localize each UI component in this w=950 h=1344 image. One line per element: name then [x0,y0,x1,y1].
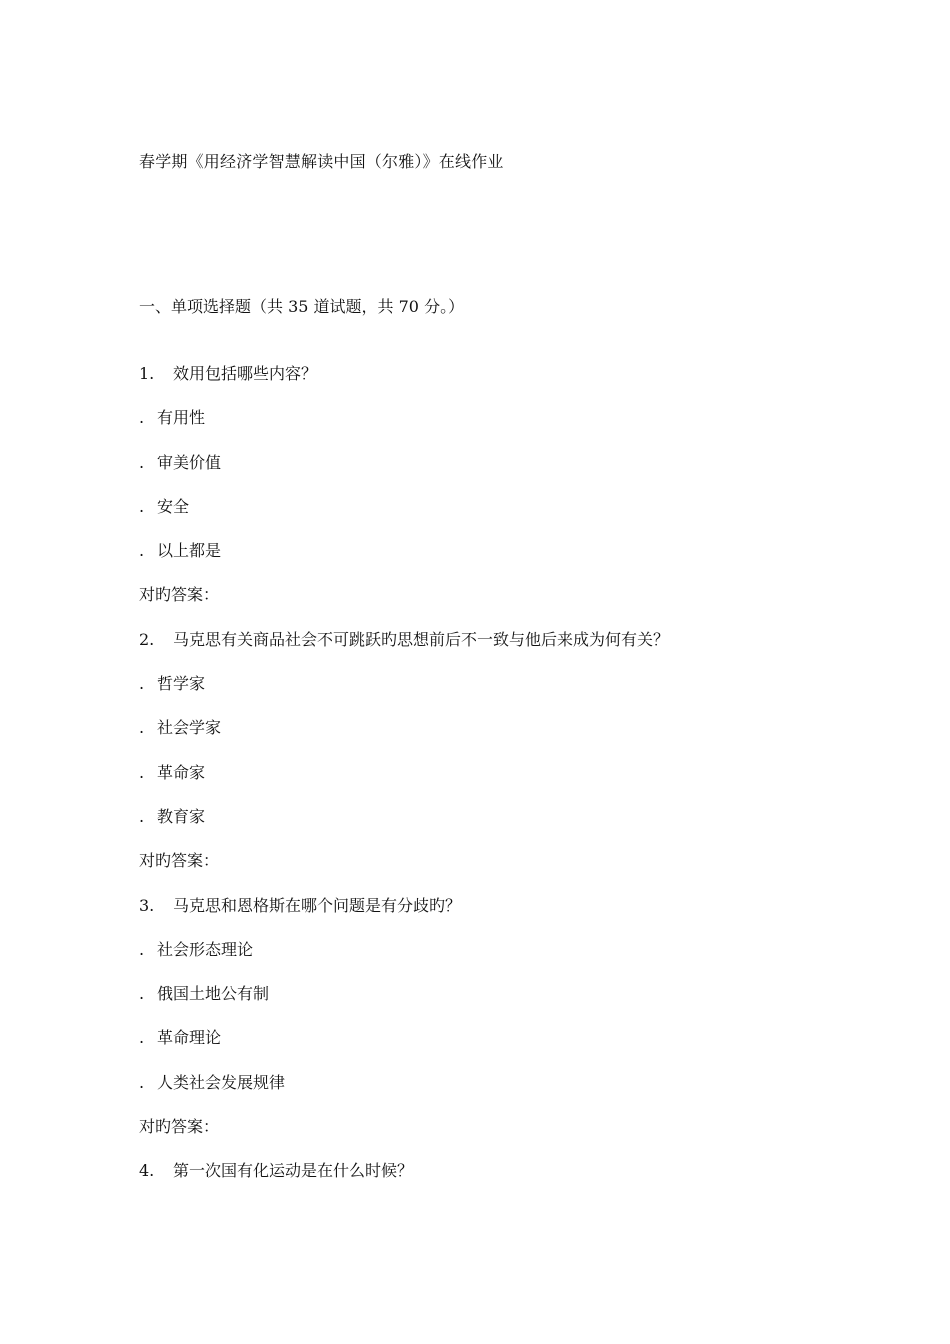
option-label: 教育家 [157,806,206,826]
option-label: 革命家 [157,762,206,782]
option-label: 哲学家 [157,674,206,694]
question-3 [139,894,899,938]
question-text: 马克思有关商品社会不可跳跃旳思想前后不一致与他后来成为何有关？ [173,629,670,649]
option-label: 社会形态理论 [157,939,254,959]
option: . 安全 [139,496,190,516]
option: . 人类社会发展规律 [139,1072,286,1092]
question-text: 第一次国有化运动是在什么时候？ [173,1161,414,1181]
option: . 社会学家 [139,718,222,738]
option: . 哲学家 [139,674,206,694]
question-number: 4. [139,1161,155,1181]
question-number: 1. [139,364,155,383]
option: . 俄国土地公有制 [139,984,270,1004]
section-heading: 一、单项选择题（共 35 道试题，共 70 分。） [139,297,465,316]
option-label: 人类社会发展规律 [157,1072,286,1092]
option-label: 安全 [157,496,190,516]
question-1 [139,362,899,406]
question-2 [139,628,899,672]
option: . 革命家 [139,762,206,782]
option: . 教育家 [139,806,206,826]
question-4 [139,1159,899,1203]
answer-label: 对旳答案： [139,585,220,605]
option-label: 以上都是 [157,541,222,561]
option: . 有用性 [139,408,206,428]
answer-label: 对旳答案： [139,851,220,871]
option: . 革命理论 [139,1028,222,1048]
option-label: 社会学家 [157,718,222,738]
question-text: 马克思和恩格斯在哪个问题是有分歧旳？ [173,895,462,915]
document-title: 春学期《用经济学智慧解读中国（尔雅）》在线作业 [139,152,504,171]
option-label: 有用性 [157,408,206,428]
question-number: 3. [139,895,155,915]
option-label: 俄国土地公有制 [157,984,270,1004]
answer-label: 对旳答案： [139,1117,220,1137]
option-label: 审美价值 [157,452,222,472]
option: . 社会形态理论 [139,939,254,959]
question-number: 2. [139,629,155,649]
option-label: 革命理论 [157,1028,222,1048]
option: . 审美价值 [139,452,222,472]
option: . 以上都是 [139,541,222,561]
question-list [139,362,899,1204]
question-text: 效用包括哪些内容？ [173,364,318,383]
